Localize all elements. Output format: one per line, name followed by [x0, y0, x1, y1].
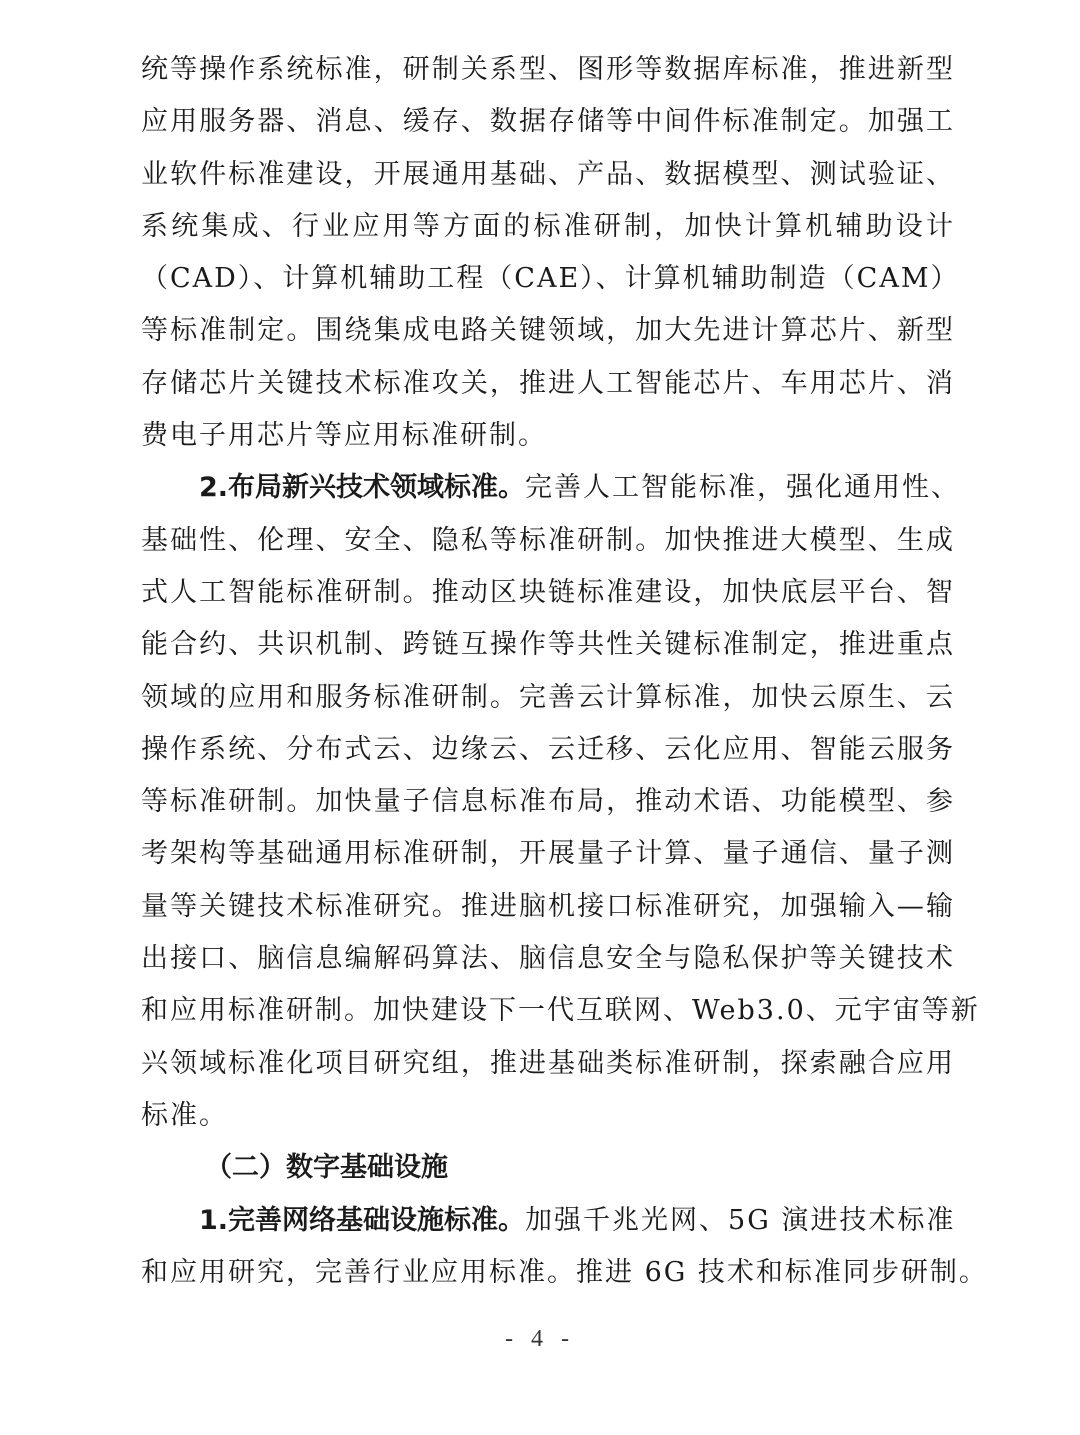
paragraph-line: 基础性、伦理、安全、隐私等标准研制。加快推进大模型、生成 — [141, 524, 955, 556]
section-heading: （二）数字基础设施 — [205, 1152, 448, 1184]
paragraph-line: 和应用研究，完善行业应用标准。推进 6G 技术和标准同步研制。 — [141, 1256, 988, 1288]
paragraph-line: 业软件标准建设，开展通用基础、产品、数据模型、测试验证、 — [141, 158, 955, 190]
document-page — [141, 44, 988, 1299]
paragraph-text: 完善人工智能标准，强化通用性、 — [525, 472, 961, 504]
paragraph-line: 应用服务器、消息、缓存、数据存储等中间件标准制定。加强工 — [141, 106, 955, 138]
subsection-heading: 1.完善网络基础设施标准。 — [199, 1204, 526, 1236]
paragraph-line: 领域的应用和服务标准研制。完善云计算标准，加快云原生、云 — [141, 681, 955, 713]
paragraph-line: （CAD）、计算机辅助工程（CAE）、计算机辅助制造（CAM） — [141, 263, 960, 295]
paragraph-line: 兴领域标准化项目研究组，推进基础类标准研制，探索融合应用 — [141, 1047, 955, 1079]
paragraph-line: 统等操作系统标准，研制关系型、图形等数据库标准，推进新型 — [141, 54, 955, 85]
paragraph-line: 存储芯片关键技术标准攻关，推进人工智能芯片、车用芯片、消 — [141, 367, 955, 399]
paragraph-line: 费电子用芯片等应用标准研制。 — [141, 420, 547, 452]
paragraph-line: 量等关键技术标准研究。推进脑机接口标准研究，加强输入—输 — [141, 890, 955, 922]
paragraph-line: 系统集成、行业应用等方面的标准研制，加快计算机辅助设计 — [141, 210, 955, 242]
paragraph-first-line — [141, 1195, 955, 1247]
paragraph-first-line — [141, 462, 961, 514]
paragraph-line: 和应用标准研制。加快建设下一代互联网、Web3.0、元宇宙等新 — [141, 995, 980, 1027]
paragraph-line: 能合约、共识机制、跨链互操作等共性关键标准制定，推进重点 — [141, 629, 955, 661]
subsection-heading: 2.布局新兴技术领域标准。 — [199, 472, 526, 504]
paragraph-line: 等标准制定。围绕集成电路关键领域，加大先进计算芯片、新型 — [141, 315, 955, 347]
paragraph-line: 等标准研制。加快量子信息标准布局，推动术语、功能模型、参 — [141, 786, 955, 818]
paragraph-line: 操作系统、分布式云、边缘云、云迁移、云化应用、智能云服务 — [141, 733, 955, 765]
paragraph-line: 考架构等基础通用标准研制，开展量子计算、量子通信、量子测 — [141, 838, 955, 870]
paragraph-text: 加强千兆光网、5G 演进技术标准 — [525, 1204, 956, 1236]
paragraph-line: 式人工智能标准研制。推动区块链标准建设，加快底层平台、智 — [141, 576, 955, 608]
page-number: - 4 - — [505, 1326, 575, 1352]
paragraph-line: 标准。 — [141, 1099, 228, 1131]
paragraph-line: 出接口、脑信息编解码算法、脑信息安全与隐私保护等关键技术 — [141, 943, 955, 975]
